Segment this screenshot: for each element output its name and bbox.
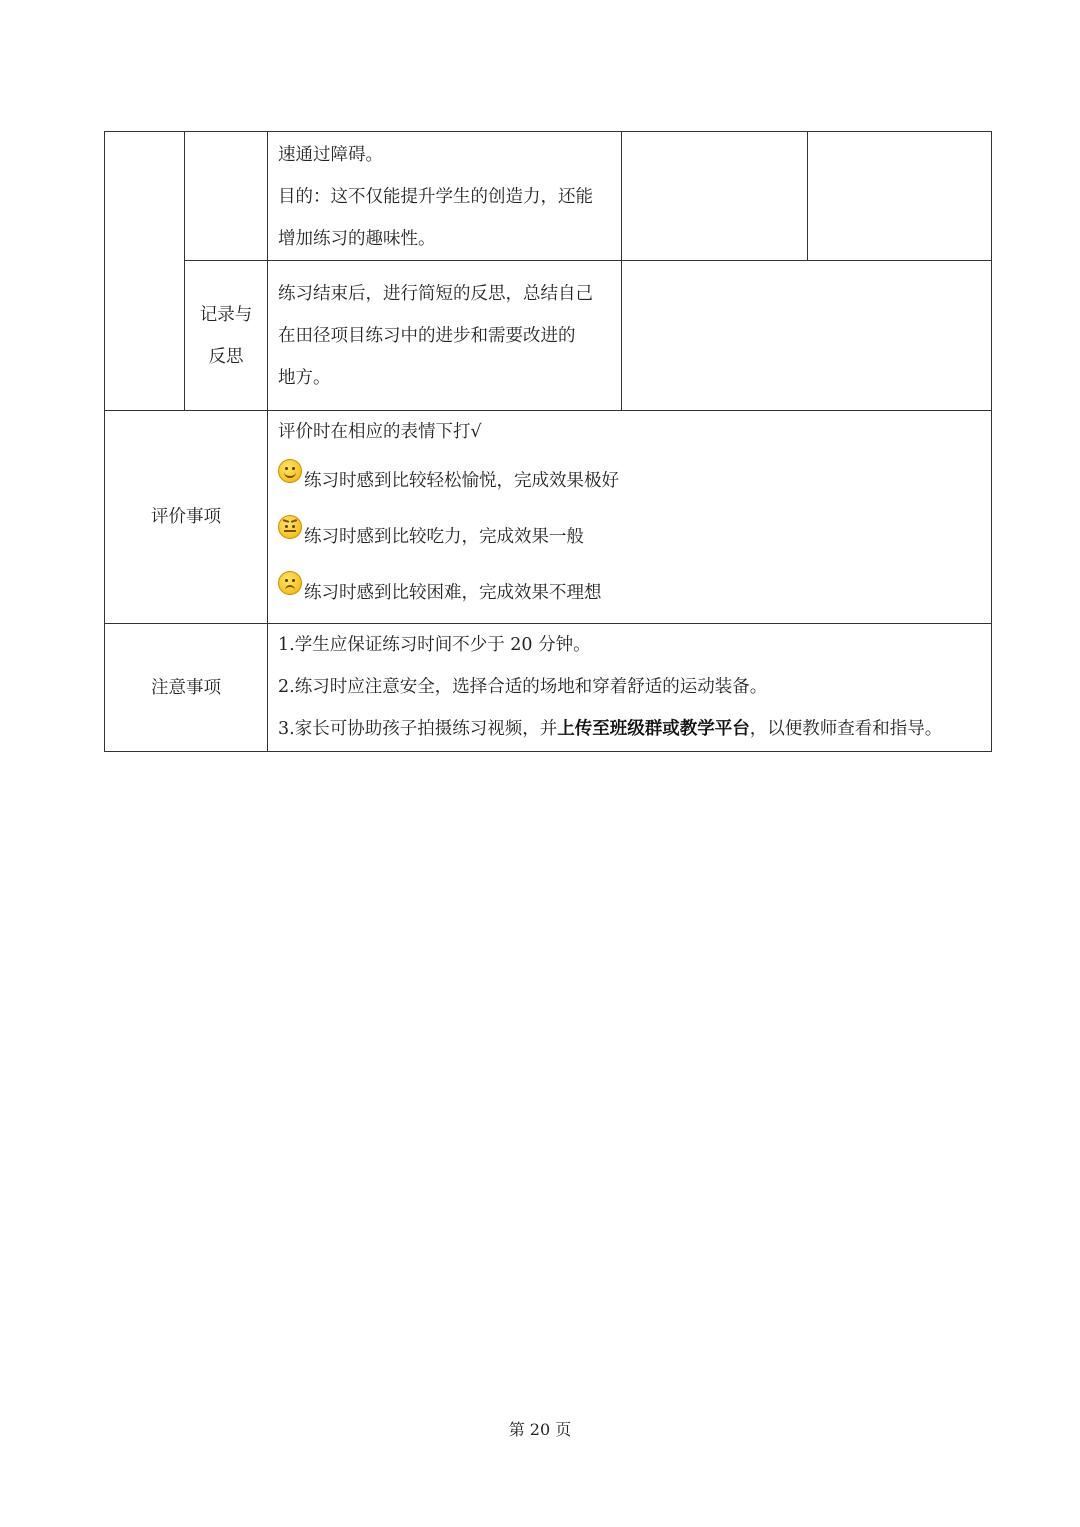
note-3-suffix: ，以便教师查看和指导。 [749, 719, 943, 739]
blank-cell-a [622, 132, 808, 261]
table-row-continued [105, 132, 992, 261]
record-label-line-1: 记录与 [199, 304, 253, 325]
note-3 [278, 708, 983, 750]
evaluation-label: 评价事项 [151, 507, 221, 527]
description-line-1: 速通过障碍。 [278, 145, 383, 165]
evaluation-content-cell [268, 411, 992, 624]
record-line-3: 地方。 [278, 368, 331, 388]
activity-description-cell [268, 132, 622, 261]
record-line-2: 在田径项目练习中的进步和需要改进的 [278, 326, 576, 346]
note-3-emphasis: 上传至班级群或教学平台 [557, 719, 750, 739]
record-line-1: 练习结束后，进行简短的反思，总结自己 [278, 284, 593, 304]
strained-face-icon [278, 515, 302, 539]
category-cell-empty [105, 132, 185, 411]
subcategory-cell-empty [185, 132, 268, 261]
evaluation-label-cell [105, 411, 268, 624]
evaluation-option-strained[interactable] [278, 509, 983, 565]
evaluation-option-worried[interactable] [278, 565, 983, 621]
record-content-cell [268, 261, 622, 411]
note-1: 1.学生应保证练习时间不少于 20 分钟。 [278, 635, 591, 655]
note-3-prefix: 3.家长可协助孩子拍摄练习视频，并 [278, 719, 558, 739]
evaluation-option-text: 练习时感到比较轻松愉悦，完成效果极好 [304, 471, 619, 491]
record-blank-cell [622, 261, 992, 411]
table-row-notes [105, 624, 992, 752]
table-row-record [105, 261, 992, 411]
record-label-cell [185, 261, 268, 411]
notes-content-cell [268, 624, 992, 752]
worried-face-icon [278, 571, 302, 595]
evaluation-option-happy[interactable] [278, 453, 983, 509]
notes-label: 注意事项 [151, 677, 221, 698]
record-label-line-2: 反思 [208, 346, 244, 367]
evaluation-instruction: 评价时在相应的表情下打√ [278, 422, 482, 442]
page-number: 第 20 页 [508, 1420, 572, 1439]
table-row-evaluation [105, 411, 992, 624]
activity-table [104, 131, 992, 752]
evaluation-option-text: 练习时感到比较吃力，完成效果一般 [304, 527, 584, 547]
notes-label-cell [105, 624, 268, 752]
note-2: 2.练习时应注意安全，选择合适的场地和穿着舒适的运动装备。 [278, 677, 768, 697]
description-line-3: 增加练习的趣味性。 [278, 229, 436, 249]
description-line-2: 目的：这不仅能提升学生的创造力，还能 [278, 187, 593, 207]
happy-face-icon [278, 459, 302, 483]
evaluation-option-text: 练习时感到比较困难，完成效果不理想 [304, 583, 602, 603]
blank-cell-b [808, 132, 992, 261]
